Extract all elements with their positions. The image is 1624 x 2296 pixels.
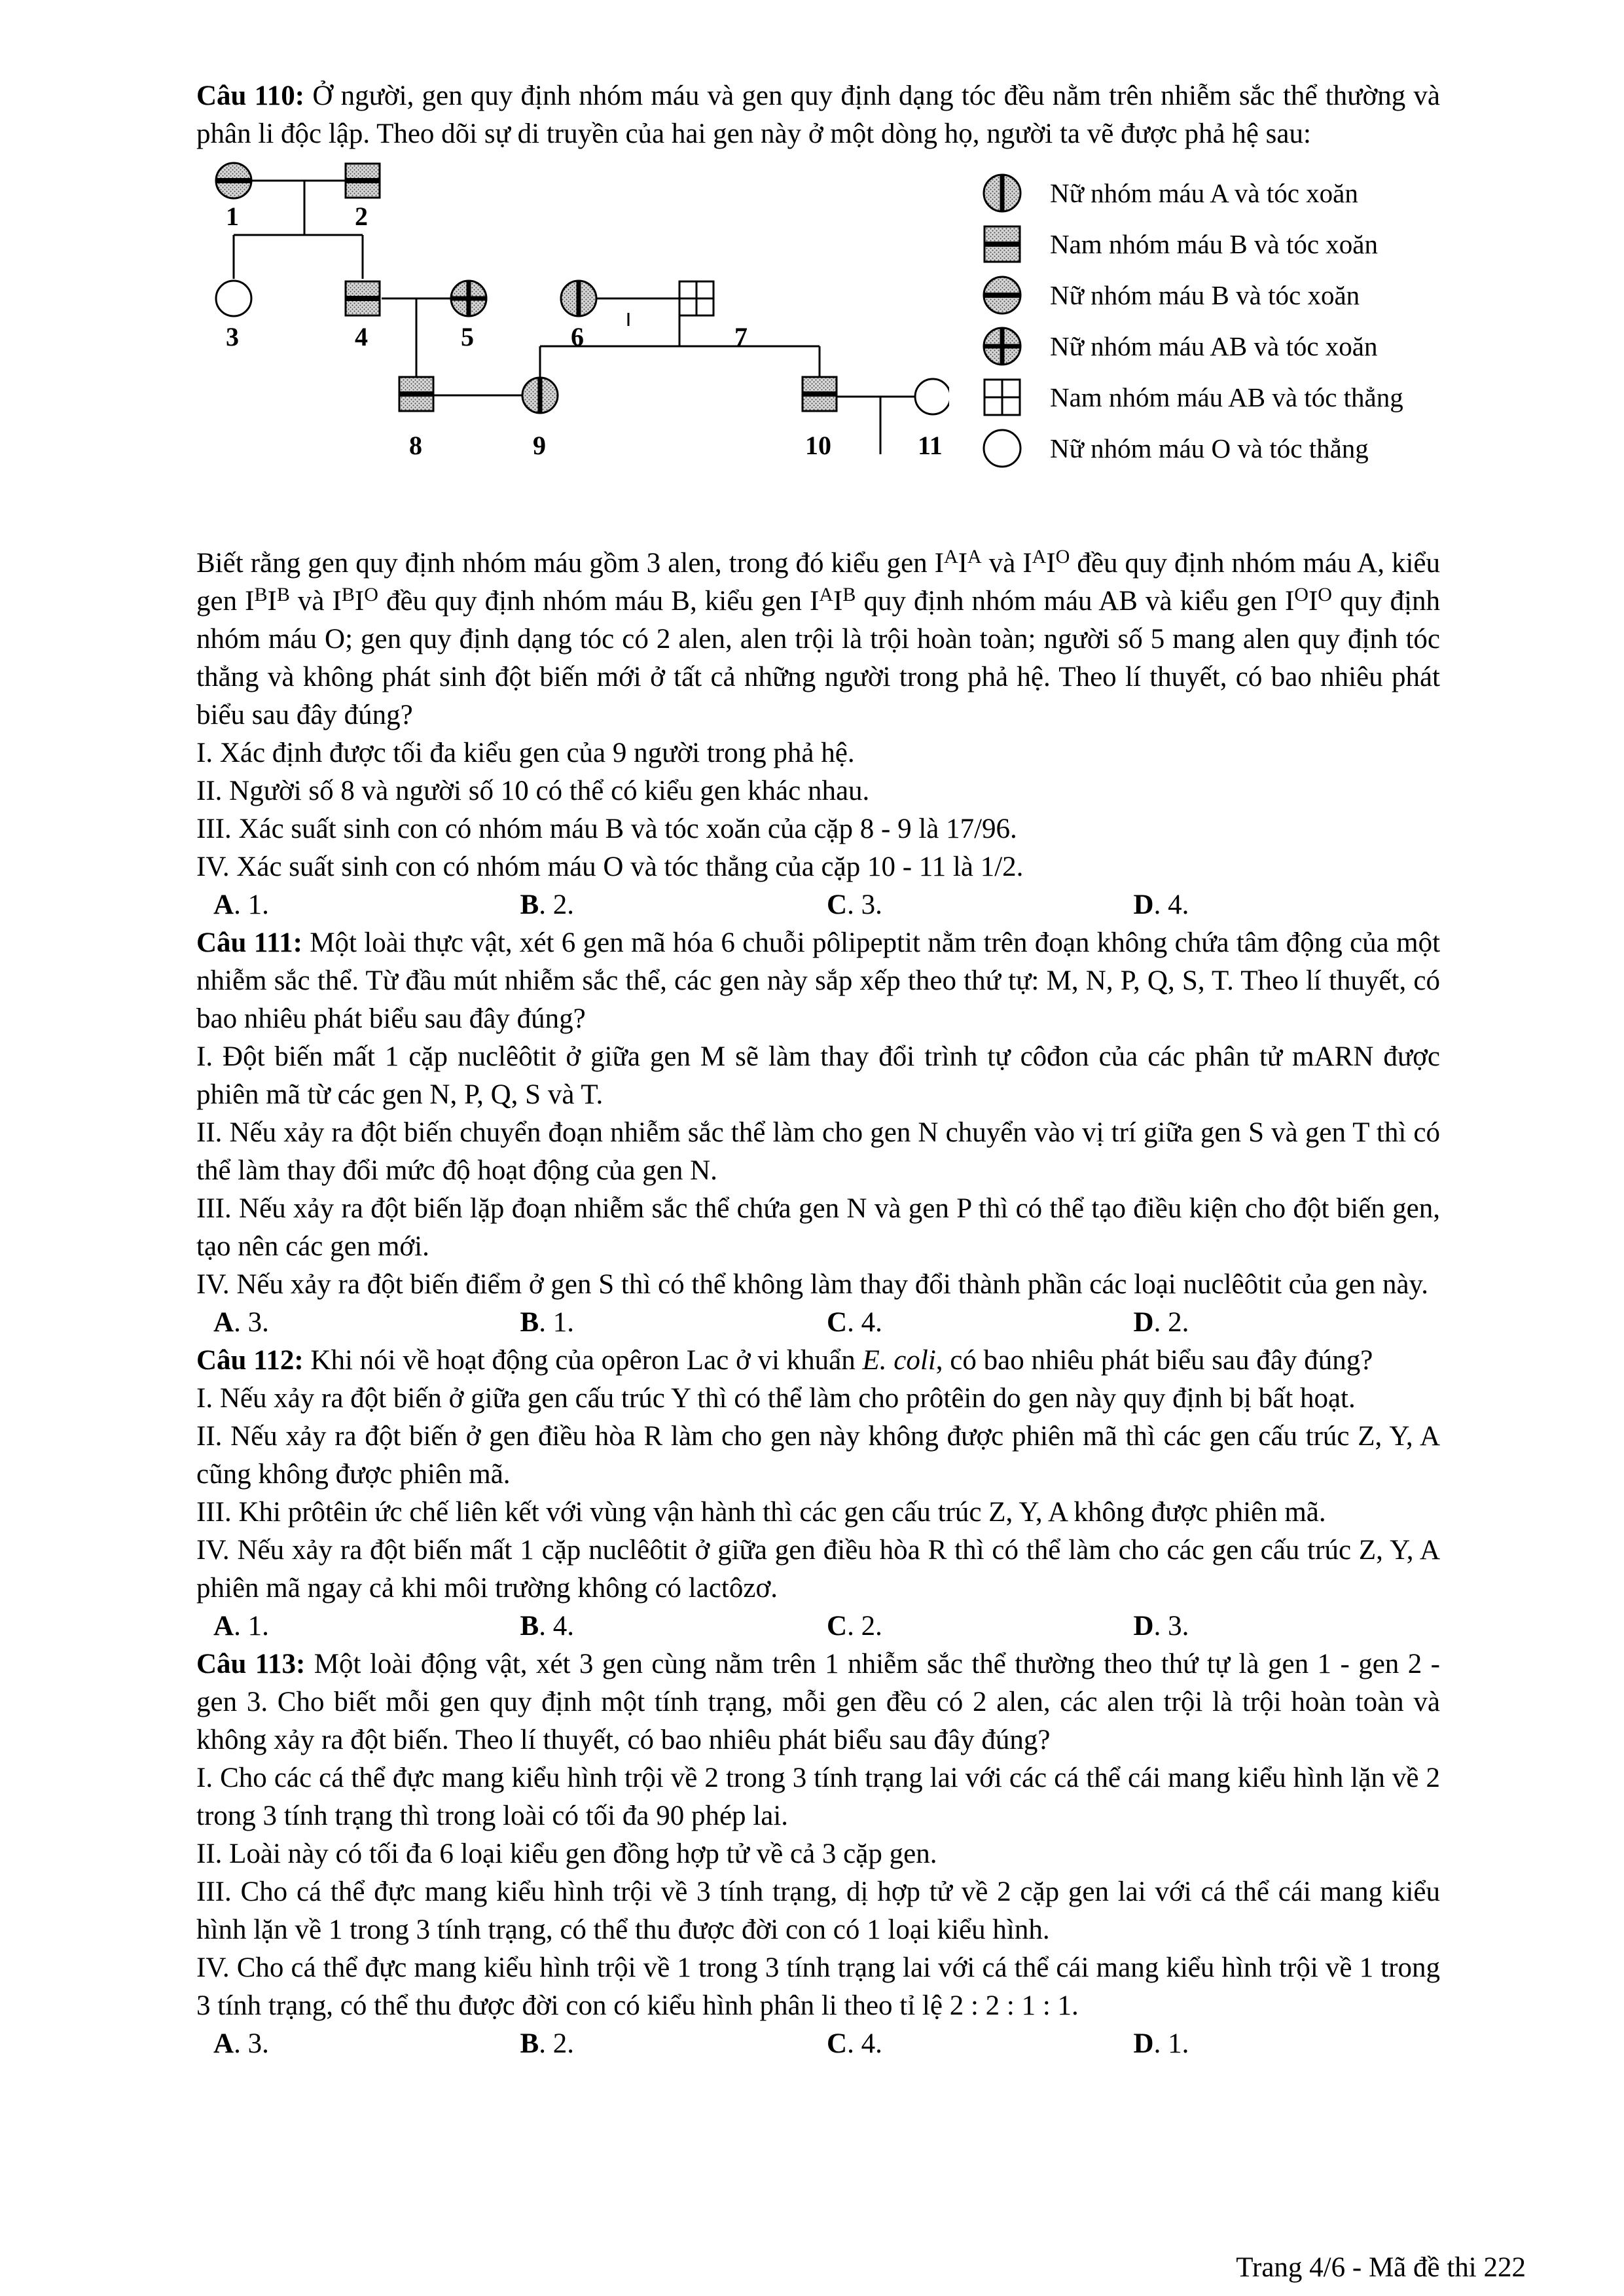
pedigree-label: 7	[734, 322, 748, 351]
statement: II. Người số 8 và người số 10 có thể có kiểu gen khác nhau.	[196, 776, 870, 806]
male-b-curly-icon	[982, 224, 1022, 264]
pedigree-label: 5	[461, 322, 474, 351]
individual-3	[216, 281, 251, 316]
statement: III. Nếu xảy ra đột biến lặp đoạn nhiễm sắc thể chứa gen N và gen P thì có thể tạo điều kiện cho đột biến gen, tạo nên các gen mới.	[196, 1193, 1440, 1262]
statement: IV. Cho cá thể đực mang kiểu hình trội về 1 trong 3 tính trạng lai với cá thể cái mang kiểu hình trội về 1 trong 3 tính trạng, có thể thu được đời con có kiểu hình phân li theo tỉ lệ 2 : 2 : 1 : 1.	[196, 1952, 1440, 2021]
statement: III. Xác suất sinh con có nhóm máu B và tóc xoăn của cặp 8 - 9 là 17/96.	[196, 814, 1017, 844]
statement: III. Khi prôtêin ức chế liên kết với vùng vận hành thì các gen cấu trúc Z, Y, A không được phiên mã.	[196, 1497, 1326, 1528]
individual-2	[346, 164, 380, 198]
question-label: Câu 110:	[196, 81, 305, 111]
answer-option-d[interactable]: D. 1.	[1133, 2028, 1189, 2059]
answer-option-a[interactable]: A. 1.	[213, 1611, 269, 1641]
answer-option-d[interactable]: D. 2.	[1133, 1307, 1189, 1338]
answer-option-c[interactable]: C. 2.	[827, 1611, 882, 1641]
individual-6	[561, 281, 596, 316]
answer-option-c[interactable]: C. 4.	[827, 2028, 882, 2059]
individual-9	[522, 378, 558, 413]
legend-item: Nam nhóm máu AB và tóc thẳng	[982, 372, 1403, 423]
answer-option-d[interactable]: D. 3.	[1133, 1611, 1189, 1641]
question-110	[196, 77, 1440, 924]
individual-4	[346, 281, 380, 315]
question-intro: Một loài động vật, xét 3 gen cùng nằm trên 1 nhiễm sắc thể thường theo thứ tự là gen 1 - gen 2 - gen 3. Cho biết mỗi gen quy định một tính trạng, mỗi gen đều có 2 alen, các alen trội là trội hoàn toàn và không xảy ra đột biến. Theo lí thuyết, có bao nhiêu phát biểu sau đây đúng?	[196, 1649, 1440, 1755]
pedigree-chart	[196, 161, 949, 528]
question-intro: Ở người, gen quy định nhóm máu và gen quy định dạng tóc đều nằm trên nhiễm sắc thể thường và phân li độc lập. Theo dõi sự di truyền của hai gen này ở một dòng họ, người ta vẽ được phả hệ sau:	[196, 81, 1440, 149]
pedigree-label: 10	[805, 431, 831, 460]
answer-option-b[interactable]: B. 2.	[520, 2028, 574, 2059]
question-label: Câu 112:	[196, 1345, 304, 1376]
legend-item: Nữ nhóm máu B và tóc xoăn	[982, 270, 1403, 321]
female-o-straight-icon	[982, 428, 1022, 469]
pedigree-label: 4	[355, 322, 368, 351]
statement: IV. Nếu xảy ra đột biến mất 1 cặp nuclêôtit ở giữa gen điều hòa R thì có thể làm cho các gen cấu trúc Z, Y, A phiên mã ngay cả khi môi trường không có lactôzơ.	[196, 1535, 1440, 1604]
page-footer: Trang 4/6 - Mã đề thi 222	[1236, 2252, 1526, 2283]
answer-option-b[interactable]: B. 2.	[520, 889, 574, 920]
statement: IV. Nếu xảy ra đột biến điểm ở gen S thì có thể không làm thay đổi thành phần các loại nuclêôtit của gen này.	[196, 1269, 1428, 1300]
answer-option-d[interactable]: D. 4.	[1133, 889, 1189, 920]
question-113	[196, 1645, 1440, 2063]
statement: I. Đột biến mất 1 cặp nuclêôtit ở giữa gen M sẽ làm thay đổi trình tự côđon của các phân tử mARN được phiên mã từ các gen N, P, Q, S và T.	[196, 1041, 1440, 1110]
individual-11	[915, 379, 949, 414]
individual-1	[216, 163, 251, 198]
statement: II. Loài này có tối đa 6 loại kiểu gen đồng hợp tử về cả 3 cặp gen.	[196, 1839, 937, 1869]
answer-options	[196, 886, 1440, 924]
answer-option-b[interactable]: B. 1.	[520, 1307, 574, 1338]
legend-item: Nữ nhóm máu A và tóc xoăn	[982, 168, 1403, 219]
pedigree-figure	[196, 161, 1440, 528]
answer-options	[196, 1304, 1440, 1342]
statement: IV. Xác suất sinh con có nhóm máu O và tóc thẳng của cặp 10 - 11 là 1/2.	[196, 852, 1024, 882]
legend-item: Nữ nhóm máu O và tóc thẳng	[982, 423, 1403, 474]
pedigree-label: 2	[355, 202, 368, 231]
answer-option-c[interactable]: C. 4.	[827, 1307, 882, 1338]
individual-5	[451, 281, 486, 316]
female-ab-curly-icon	[982, 326, 1022, 367]
answer-option-c[interactable]: C. 3.	[827, 889, 882, 920]
statement: I. Cho các cá thể đực mang kiểu hình trội về 2 trong 3 tính trạng lai với các cá thể cái mang kiểu hình lặn về 2 trong 3 tính trạng thì trong loài có tối đa 90 phép lai.	[196, 1763, 1440, 1831]
statement: I. Xác định được tối đa kiểu gen của 9 người trong phả hệ.	[196, 738, 855, 768]
question-label: Câu 113:	[196, 1649, 306, 1679]
answer-options	[196, 1607, 1440, 1645]
answer-option-a[interactable]: A. 3.	[213, 1307, 269, 1338]
question-body: Biết rằng gen quy định nhóm máu gồm 3 alen, trong đó kiểu gen $I^AI^A$ và $I^AI^O$ đều quy định nhóm máu A, kiểu gen $I^BI^B$ và $I^BI^O$ đều quy định nhóm máu B, kiểu gen $I^AI^B$ quy định nhóm máu AB và kiểu gen $I^OI^O$ quy định nhóm máu O; gen quy định dạng tóc có 2 alen, alen trội là trội hoàn toàn; người số 5 mang alen quy định tóc thẳng và không phát sinh đột biến mới ở tất cả những người trong phả hệ. Theo lí thuyết, có bao nhiêu phát biểu sau đây đúng?	[196, 546, 1441, 730]
pedigree-label: 1	[226, 202, 239, 231]
answer-option-b[interactable]: B. 4.	[520, 1611, 574, 1641]
pedigree-legend	[982, 168, 1403, 474]
question-intro: Một loài thực vật, xét 6 gen mã hóa 6 chuỗi pôlipeptit nằm trên đoạn không chứa tâm động của một nhiễm sắc thể. Từ đầu mút nhiễm sắc thể, các gen này sắp xếp theo thứ tự: M, N, P, Q, S, T. Theo lí thuyết, có bao nhiêu phát biểu sau đây đúng?	[196, 927, 1441, 1034]
pedigree-label: 9	[533, 431, 546, 460]
female-a-curly-icon	[982, 173, 1022, 213]
individual-7	[679, 281, 713, 315]
female-b-curly-icon	[982, 275, 1022, 315]
pedigree-label: 6	[571, 322, 584, 351]
pedigree-label: 3	[226, 322, 239, 351]
statement: I. Nếu xảy ra đột biến ở giữa gen cấu trúc Y thì có thể làm cho prôtêin do gen này quy định bị bất hoạt.	[196, 1383, 1356, 1414]
pedigree-label: 11	[918, 431, 943, 460]
individual-8	[399, 377, 433, 411]
pedigree-label: 8	[409, 431, 422, 460]
male-ab-straight-icon	[982, 377, 1022, 418]
exam-page	[196, 77, 1440, 2063]
question-112: Câu 112: Khi nói về hoạt động của opêron Lac ở vi khuẩn E. coli, có bao nhiêu phát biểu sau đây đúng? I. Nếu xảy ra đột biến ở giữa gen cấu trúc Y thì có thể làm cho prôtêin do gen này quy định bị bất hoạt. II. Nếu xảy ra đột biến ở gen điều hòa R làm cho gen này không được phiên mã thì các gen cấu trúc Z, Y, A cũng không được phiên mã. III. Khi prôtêin ức chế liên kết với vùng vận hành thì các gen cấu trúc Z, Y, A không được phiên mã. IV. Nếu xảy ra đột biến mất 1 cặp nuclêôtit ở giữa gen điều hòa R thì có thể làm cho các gen cấu trúc Z, Y, A phiên mã ngay cả khi môi trường không có lactôzơ. A. 1. B. 4. C. 2. D. 3.	[196, 1342, 1440, 1645]
question-111	[196, 924, 1440, 1342]
individual-10	[803, 377, 837, 411]
answer-options	[196, 2025, 1440, 2063]
statement: III. Cho cá thể đực mang kiểu hình trội về 3 tính trạng, dị hợp tử về 2 cặp gen lai với cá thể cái mang kiểu hình lặn về 1 trong 3 tính trạng, có thể thu được đời con có 1 loại kiểu hình.	[196, 1876, 1440, 1945]
answer-option-a[interactable]: A. 3.	[213, 2028, 269, 2059]
statement: II. Nếu xảy ra đột biến ở gen điều hòa R làm cho gen này không được phiên mã thì các gen cấu trúc Z, Y, A cũng không được phiên mã.	[196, 1421, 1440, 1490]
answer-option-a[interactable]: A. 1.	[213, 889, 269, 920]
legend-item: Nữ nhóm máu AB và tóc xoăn	[982, 321, 1403, 372]
legend-item: Nam nhóm máu B và tóc xoăn	[982, 219, 1403, 270]
statement: II. Nếu xảy ra đột biến chuyển đoạn nhiễm sắc thể làm cho gen N chuyển vào vị trí giữa gen S và gen T thì có thể làm thay đổi mức độ hoạt động của gen N.	[196, 1117, 1440, 1186]
question-label: Câu 111:	[196, 927, 302, 958]
